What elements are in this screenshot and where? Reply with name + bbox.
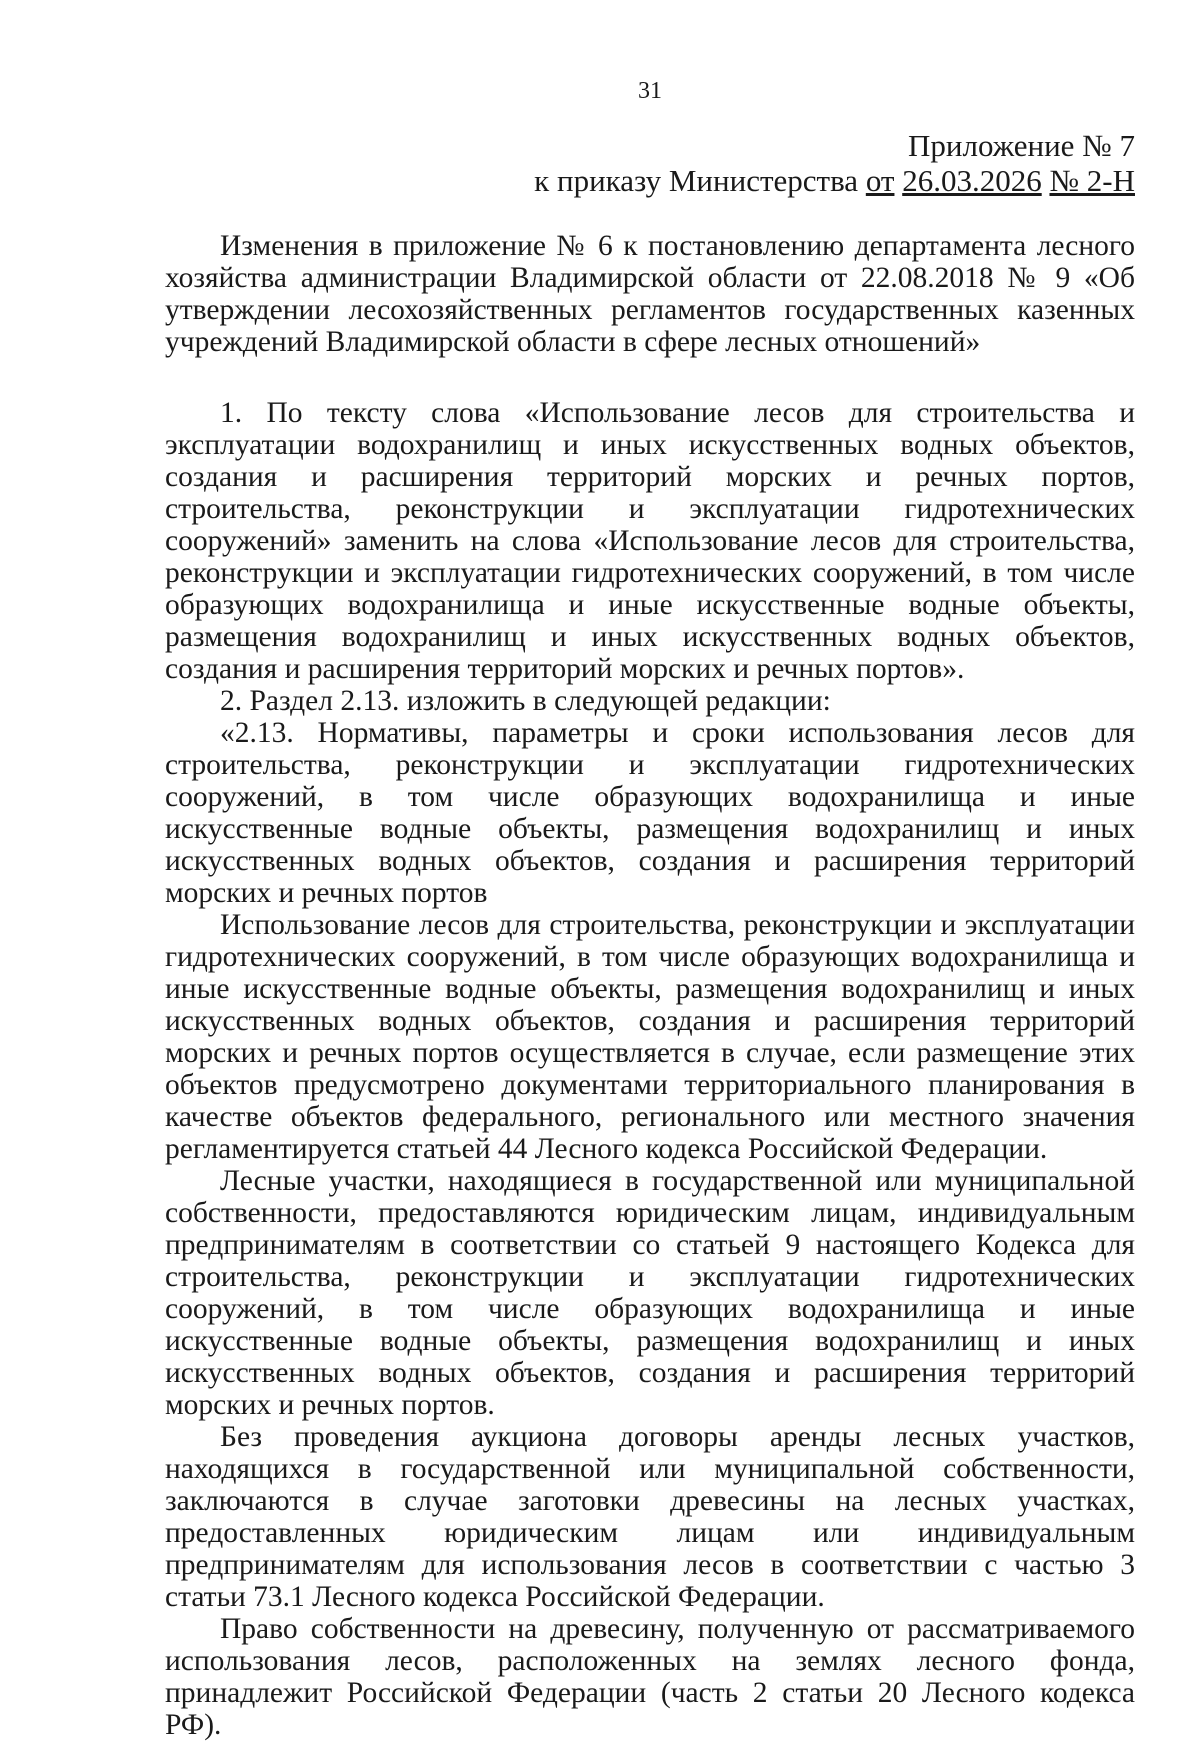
- paragraph-ownership: Право собственности на древесину, полученную от рассматриваемого использования лесов, расположенных на землях лесного фонда, принадлежит Российской Федерации (часть 2 статьи 20 Лесного кодекса РФ).: [165, 1613, 1135, 1741]
- appendix-title: Приложение № 7: [908, 128, 1135, 163]
- appendix-order-line: [534, 163, 1135, 198]
- paragraph-lease-contracts: Без проведения аукциона договоры аренды лесных участков, находящихся в государственной или муниципальной собственности, заключаются в случае заготовки древесины на лесных участках, предоставленных юридическим лицам или индивидуальным предпринимателям для использования лесов в соответствии с частью 3 статьи 73.1 Лесного кодекса Российской Федерации.: [165, 1421, 1135, 1613]
- paragraph-1: 1. По тексту слова «Использование лесов для строительства и эксплуатации водохранилищ и иных искусственных водных объектов, создания и расширения территорий морских и речных портов, строительства, реконструкции и эксплуатации гидротехнических сооружений» заменить на слова «Использование лесов для строительства, реконструкции и эксплуатации гидротехнических сооружений, в том числе образующих водохранилища и иные искусственные водные объекты, размещения водохранилищ и иных искусственных водных объектов, создания и расширения территорий морских и речных портов».: [165, 397, 1135, 685]
- paragraph-forest-plots: Лесные участки, находящиеся в государственной или муниципальной собственности, предоставляются юридическим лицам, индивидуальным предпринимателям в соответствии со статьей 9 настоящего Кодекса для строительства, реконструкции и эксплуатации гидротехнических сооружений, в том числе образующих водохранилища и иные искусственные водные объекты, размещения водохранилищ и иных искусственных водных объектов, создания и расширения территорий морских и речных портов.: [165, 1165, 1135, 1421]
- document-title-block: [165, 230, 1135, 358]
- order-ot: от: [865, 163, 895, 198]
- paragraph-section-2-13: «2.13. Нормативы, параметры и сроки использования лесов для строительства, реконструкции и эксплуатации гидротехнических сооружений, в том числе образующих водохранилища и иные искусственные водные объекты, размещения водохранилищ и иных искусственных водных объектов, создания и расширения территорий морских и речных портов: [165, 717, 1135, 909]
- document-title: Изменения в приложение № 6 к постановлению департамента лесного хозяйства администрации Владимирской области от 22.08.2018 № 9 «Об утверждении лесохозяйственных регламентов государственных казенных учреждений Владимирской области в сфере лесных отношений»: [165, 230, 1135, 358]
- paragraph-forest-use: Использование лесов для строительства, реконструкции и эксплуатации гидротехнических сооружений, в том числе образующих водохранилища и иные искусственные водные объекты, размещения водохранилищ и иных искусственных водных объектов, создания и расширения территорий морских и речных портов осуществляется в случае, если размещение этих объектов предусмотрено документами территориального планирования в качестве объектов федерального, регионального или местного значения регламентируется статьей 44 Лесного кодекса Российской Федерации.: [165, 909, 1135, 1165]
- document-body: [165, 397, 1135, 1741]
- order-number: № 2-Н: [1049, 163, 1135, 198]
- page-number: 31: [638, 78, 662, 104]
- appendix-header: [534, 128, 1135, 198]
- paragraph-2: 2. Раздел 2.13. изложить в следующей редакции:: [220, 685, 831, 717]
- order-prefix: к приказу Министерства: [534, 163, 859, 198]
- order-date: 26.03.2026: [902, 163, 1042, 198]
